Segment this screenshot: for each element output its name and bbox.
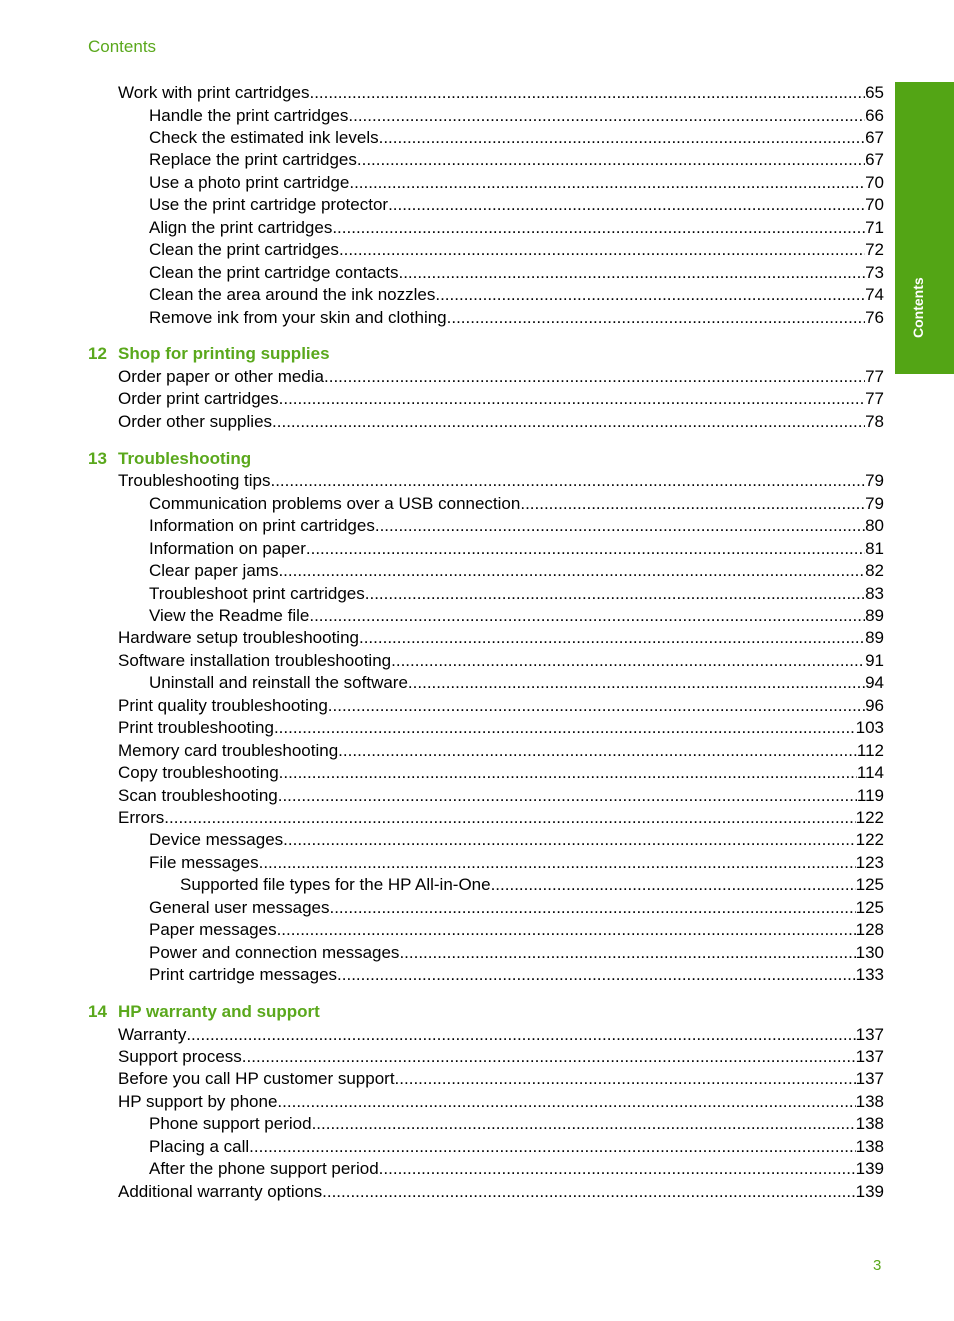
dot-leader: [388, 194, 865, 216]
dot-leader: [328, 695, 865, 717]
toc-entry[interactable]: [118, 627, 884, 649]
toc-entry[interactable]: [149, 194, 884, 216]
toc-entry-page: 74: [865, 285, 884, 304]
dot-leader: [338, 740, 857, 762]
toc-entry[interactable]: [118, 717, 884, 739]
toc-entry-page: 94: [865, 673, 884, 693]
toc-entry-page: 77: [865, 366, 884, 386]
toc-entry[interactable]: [149, 262, 884, 284]
dot-leader: [259, 852, 856, 874]
toc-entry[interactable]: [149, 307, 884, 329]
toc-entry-page: 81: [865, 538, 884, 558]
toc-entry[interactable]: [149, 538, 884, 560]
toc-entry[interactable]: [149, 284, 884, 306]
toc-entry-page: 123: [855, 852, 884, 872]
toc-entry-title: Hardware setup troubleshooting: [118, 628, 359, 648]
toc-entry-page: 137: [855, 1024, 884, 1044]
toc-entry[interactable]: [149, 560, 884, 582]
dot-leader: [283, 829, 855, 851]
toc-entry-page: 70: [865, 195, 884, 215]
dot-leader: [277, 1091, 855, 1113]
side-tab-label: Contents: [910, 277, 926, 338]
dot-leader: [272, 411, 865, 433]
toc-entry[interactable]: [118, 388, 884, 410]
toc-entry[interactable]: [118, 740, 884, 762]
toc-entry-title: Support process: [118, 1047, 242, 1066]
toc-entry-title: Phone support period: [149, 1114, 312, 1134]
toc-entry[interactable]: [149, 493, 884, 515]
dot-leader: [339, 239, 865, 261]
toc-entry-title: Placing a call: [149, 1136, 250, 1156]
toc-entry-page: 67: [865, 150, 884, 170]
toc-entry-title: View the Readme file: [149, 605, 310, 625]
toc-entry-title: Clean the print cartridge contacts: [149, 262, 399, 282]
toc-entry-title: Uninstall and reinstall the software: [149, 673, 408, 693]
toc-entry[interactable]: [149, 852, 884, 874]
toc-entry-title: HP support by phone: [118, 1091, 278, 1111]
toc-entry-page: 137: [855, 1069, 884, 1089]
dot-leader: [312, 1113, 856, 1135]
dot-leader: [379, 1158, 856, 1180]
dot-leader: [379, 127, 865, 149]
dot-leader: [349, 172, 865, 194]
toc-entry-page: 71: [865, 217, 884, 237]
toc-entry[interactable]: [149, 515, 884, 537]
toc-entry-page: 130: [855, 942, 884, 962]
chapter-heading[interactable]: [88, 1001, 320, 1023]
chapter-number: 12: [88, 344, 107, 364]
toc-entry-title: Use the print cartridge protector: [149, 195, 389, 215]
chapter-number: 13: [88, 448, 107, 468]
chapter-heading[interactable]: [88, 343, 330, 365]
toc-entry[interactable]: [118, 1091, 884, 1113]
toc-entry-page: 133: [855, 965, 884, 985]
toc-entry-title: Print quality troubleshooting: [118, 695, 328, 715]
toc-entry-title: Software installation troubleshooting: [118, 650, 392, 670]
toc-entry-page: 79: [865, 471, 884, 491]
toc-entry-title: After the phone support period: [149, 1159, 379, 1179]
toc-entry[interactable]: [118, 411, 884, 433]
toc-entry-title: Clear paper jams: [149, 561, 279, 580]
toc-entry[interactable]: [118, 650, 884, 672]
dot-leader: [408, 672, 865, 694]
toc-entry-title: Errors: [118, 808, 165, 827]
chapter-heading[interactable]: [88, 448, 251, 470]
chapter-title: Troubleshooting: [118, 448, 252, 468]
dot-leader: [329, 897, 855, 919]
dot-leader: [391, 650, 865, 672]
dot-leader: [365, 583, 865, 605]
toc-entry-page: 114: [856, 763, 884, 783]
toc-entry-title: Copy troubleshooting: [118, 763, 279, 783]
toc-entry-page: 137: [855, 1047, 884, 1066]
toc-entry[interactable]: [118, 807, 884, 829]
toc-entry-page: 138: [855, 1114, 884, 1134]
toc-entry[interactable]: [149, 605, 884, 627]
toc-entry-page: 139: [855, 1181, 884, 1201]
toc-entry-page: 125: [855, 875, 884, 895]
dot-leader: [279, 388, 865, 410]
toc-entry-title: Print troubleshooting: [118, 718, 274, 738]
toc-entry[interactable]: [149, 942, 884, 964]
toc-entry-title: Before you call HP customer support: [118, 1069, 395, 1089]
toc-entry-title: Warranty: [118, 1024, 187, 1044]
toc-entry-title: Order other supplies: [118, 411, 273, 431]
dot-leader: [306, 538, 865, 560]
toc-entry-page: 89: [865, 605, 884, 625]
toc-entry-page: 66: [865, 105, 884, 125]
dot-leader: [278, 560, 865, 582]
toc-entry[interactable]: [118, 1046, 884, 1068]
toc-entry[interactable]: [118, 762, 884, 784]
dot-leader: [309, 605, 865, 627]
toc-entry[interactable]: [149, 919, 884, 941]
toc-entry-page: 138: [855, 1136, 884, 1156]
dot-leader: [398, 262, 865, 284]
toc-entry[interactable]: [149, 964, 884, 986]
toc-entry-title: Scan troubleshooting: [118, 785, 278, 805]
toc-entry[interactable]: [149, 829, 884, 851]
toc-entry-title: Clean the area around the ink nozzles: [149, 285, 436, 304]
toc-entry-title: Information on paper: [149, 538, 306, 558]
toc-entry[interactable]: [118, 366, 884, 388]
toc-entry-title: Use a photo print cartridge: [149, 172, 350, 192]
toc-entry-page: 70: [865, 172, 884, 192]
toc-entry-title: General user messages: [149, 897, 330, 917]
toc-entry[interactable]: [118, 785, 884, 807]
toc-entry[interactable]: [149, 172, 884, 194]
chapter-title: Shop for printing supplies: [118, 344, 330, 364]
toc-entry-title: Clean the print cartridges: [149, 240, 339, 260]
toc-entry-page: 122: [855, 808, 884, 827]
dot-leader: [186, 1024, 855, 1046]
toc-entry-page: 65: [865, 83, 884, 102]
toc-entry-page: 78: [865, 411, 884, 431]
toc-entry[interactable]: [149, 105, 884, 127]
toc-entry-title: Additional warranty options: [118, 1181, 323, 1201]
toc-entry-page: 125: [855, 897, 884, 917]
dot-leader: [447, 307, 865, 329]
toc-entry-page: 138: [855, 1091, 884, 1111]
toc-entry-title: Order paper or other media: [118, 366, 324, 386]
chapter-number: 14: [88, 1002, 107, 1022]
toc-entry-title: Memory card troubleshooting: [118, 740, 339, 760]
toc-entry[interactable]: [118, 82, 884, 104]
dot-leader: [337, 964, 856, 986]
toc-entry-page: 72: [865, 240, 884, 260]
toc-entry-title: Information on print cartridges: [149, 516, 375, 536]
dot-leader: [249, 1136, 855, 1158]
toc-entry-page: 76: [865, 307, 884, 327]
toc-entry[interactable]: [180, 874, 884, 896]
dot-leader: [270, 470, 865, 492]
dot-leader: [375, 515, 865, 537]
toc-entry[interactable]: [118, 695, 884, 717]
toc-entry[interactable]: [118, 1181, 884, 1203]
dot-leader: [164, 807, 855, 829]
toc-entry[interactable]: [118, 1024, 884, 1046]
toc-entry-page: 96: [865, 695, 884, 715]
toc-entry[interactable]: [149, 897, 884, 919]
toc-entry-title: Power and connection messages: [149, 942, 400, 962]
toc-entry[interactable]: [149, 149, 884, 171]
toc-entry-title: Work with print cartridges: [118, 83, 310, 102]
toc-entry-title: Align the print cartridges: [149, 217, 333, 237]
dot-leader: [274, 717, 856, 739]
toc-entry-page: 83: [865, 583, 884, 603]
dot-leader: [435, 284, 865, 306]
toc-entry-title: Supported file types for the HP All-in-One: [180, 875, 491, 895]
toc-entry[interactable]: [149, 1113, 884, 1135]
toc-entry-page: 77: [865, 389, 884, 409]
toc-entry-page: 112: [856, 740, 884, 760]
dot-leader: [242, 1046, 856, 1068]
toc-entry-page: 103: [855, 718, 884, 738]
dot-leader: [348, 105, 865, 127]
dot-leader: [279, 762, 857, 784]
toc-entry[interactable]: [149, 239, 884, 261]
dot-leader: [324, 366, 865, 388]
toc-entry-page: 80: [865, 516, 884, 536]
toc-entry[interactable]: [118, 1068, 884, 1090]
toc-entry-page: 89: [865, 628, 884, 648]
toc-entry[interactable]: [118, 470, 884, 492]
toc-entry-page: 67: [865, 127, 884, 147]
toc-entry-title: Communication problems over a USB connection: [149, 493, 521, 513]
dot-leader: [277, 919, 856, 941]
dot-leader: [322, 1181, 856, 1203]
running-header: Contents: [88, 37, 157, 56]
toc-entry-title: Troubleshoot print cartridges: [149, 583, 365, 603]
toc-entry[interactable]: [149, 217, 884, 239]
toc-entry-page: 128: [855, 920, 884, 940]
toc-entry-title: Replace the print cartridges: [149, 150, 357, 170]
page-number: 3: [873, 1257, 882, 1274]
toc-entry-title: Print cartridge messages: [149, 965, 338, 985]
toc-entry-title: Remove ink from your skin and clothing: [149, 307, 447, 327]
toc-entry-title: Device messages: [149, 830, 284, 850]
toc-entry[interactable]: [149, 127, 884, 149]
toc-entry-page: 139: [855, 1159, 884, 1179]
dot-leader: [357, 149, 865, 171]
toc-entry-title: File messages: [149, 852, 259, 872]
dot-leader: [395, 1068, 856, 1090]
chapter-title: HP warranty and support: [118, 1002, 320, 1022]
dot-leader: [332, 217, 865, 239]
dot-leader: [491, 874, 856, 896]
toc-entry-title: Troubleshooting tips: [118, 471, 271, 491]
dot-leader: [520, 493, 865, 515]
toc-entry-page: 79: [865, 493, 884, 513]
dot-leader: [359, 627, 865, 649]
dot-leader: [278, 785, 857, 807]
dot-leader: [309, 82, 865, 104]
toc-entry-page: 91: [865, 650, 884, 670]
toc-entry[interactable]: [149, 583, 884, 605]
toc-entry-page: 82: [865, 561, 884, 580]
toc-entry[interactable]: [149, 1158, 884, 1180]
toc-entry-title: Order print cartridges: [118, 389, 279, 409]
toc-entry-title: Check the estimated ink levels: [149, 127, 379, 147]
toc-entry-page: 122: [855, 830, 884, 850]
toc-entry[interactable]: [149, 672, 884, 694]
toc-entry-title: Handle the print cartridges: [149, 105, 349, 125]
toc-entry[interactable]: [149, 1136, 884, 1158]
toc-entry-page: 119: [856, 785, 884, 805]
toc-entry-page: 73: [865, 262, 884, 282]
dot-leader: [399, 942, 855, 964]
toc-entry-title: Paper messages: [149, 920, 277, 940]
